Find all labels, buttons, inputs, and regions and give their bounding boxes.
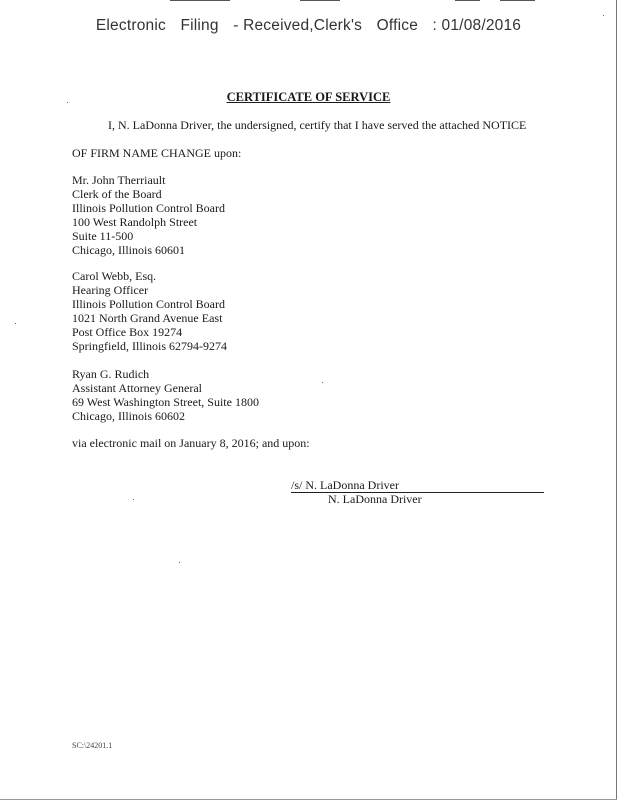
recipient-address-block xyxy=(72,269,227,353)
address-line: Post Office Box 19274 xyxy=(72,325,183,339)
address-line: Assistant Attorney General xyxy=(72,381,202,395)
scan-artifact xyxy=(500,0,535,1)
signer-name: N. LaDonna Driver xyxy=(328,492,422,506)
address-line: Illinois Pollution Control Board xyxy=(72,201,226,215)
stamp-word: Electronic xyxy=(95,17,166,34)
address-line: 69 West Washington Street, Suite 1800 xyxy=(72,395,259,409)
service-method-text: via electronic mail on January 8, 2016; and upon: xyxy=(72,436,310,450)
address-line: Hearing Officer xyxy=(72,283,149,297)
document-title: CERTIFICATE OF SERVICE xyxy=(226,90,391,104)
certification-text-continued: OF FIRM NAME CHANGE upon: xyxy=(72,146,242,160)
address-line: 1021 North Grand Avenue East xyxy=(72,311,223,325)
address-line: 100 West Randolph Street xyxy=(72,215,198,229)
electronic-signature: /s/ N. LaDonna Driver xyxy=(291,478,399,492)
address-line: Clerk of the Board xyxy=(72,187,162,201)
scan-speck xyxy=(603,15,604,16)
recipient-address-block xyxy=(72,367,259,423)
scan-speck xyxy=(322,382,323,383)
address-line: Suite 11-500 xyxy=(72,229,134,243)
address-line: Chicago, Illinois 60601 xyxy=(72,243,185,257)
stamp-word: - Received,Clerk's xyxy=(233,17,363,34)
scan-speck xyxy=(179,562,180,563)
scan-speck xyxy=(15,323,16,324)
document-footer-code: SC:\24201.1 xyxy=(72,741,113,750)
electronic-filing-stamp xyxy=(0,17,617,35)
scan-speck xyxy=(67,102,68,103)
address-line: Illinois Pollution Control Board xyxy=(72,297,226,311)
address-line: Chicago, Illinois 60602 xyxy=(72,409,185,423)
certification-text: I, N. LaDonna Driver, the undersigned, certify that I have served the attached NOTICE xyxy=(108,118,527,132)
address-line: Mr. John Therriault xyxy=(72,173,166,187)
recipient-address-block xyxy=(72,173,225,257)
stamp-word: Office xyxy=(376,17,419,34)
signature-line xyxy=(291,479,544,493)
address-line: Ryan G. Rudich xyxy=(72,367,150,381)
scan-artifact xyxy=(300,0,340,1)
scan-artifact xyxy=(170,0,230,1)
address-line: Carol Webb, Esq. xyxy=(72,269,157,283)
stamp-date: : 01/08/2016 xyxy=(432,17,522,34)
scan-speck xyxy=(133,499,134,500)
address-line: Springfield, Illinois 62794-9274 xyxy=(72,339,227,353)
stamp-word: Filing xyxy=(180,17,219,34)
scan-artifact xyxy=(455,0,480,1)
